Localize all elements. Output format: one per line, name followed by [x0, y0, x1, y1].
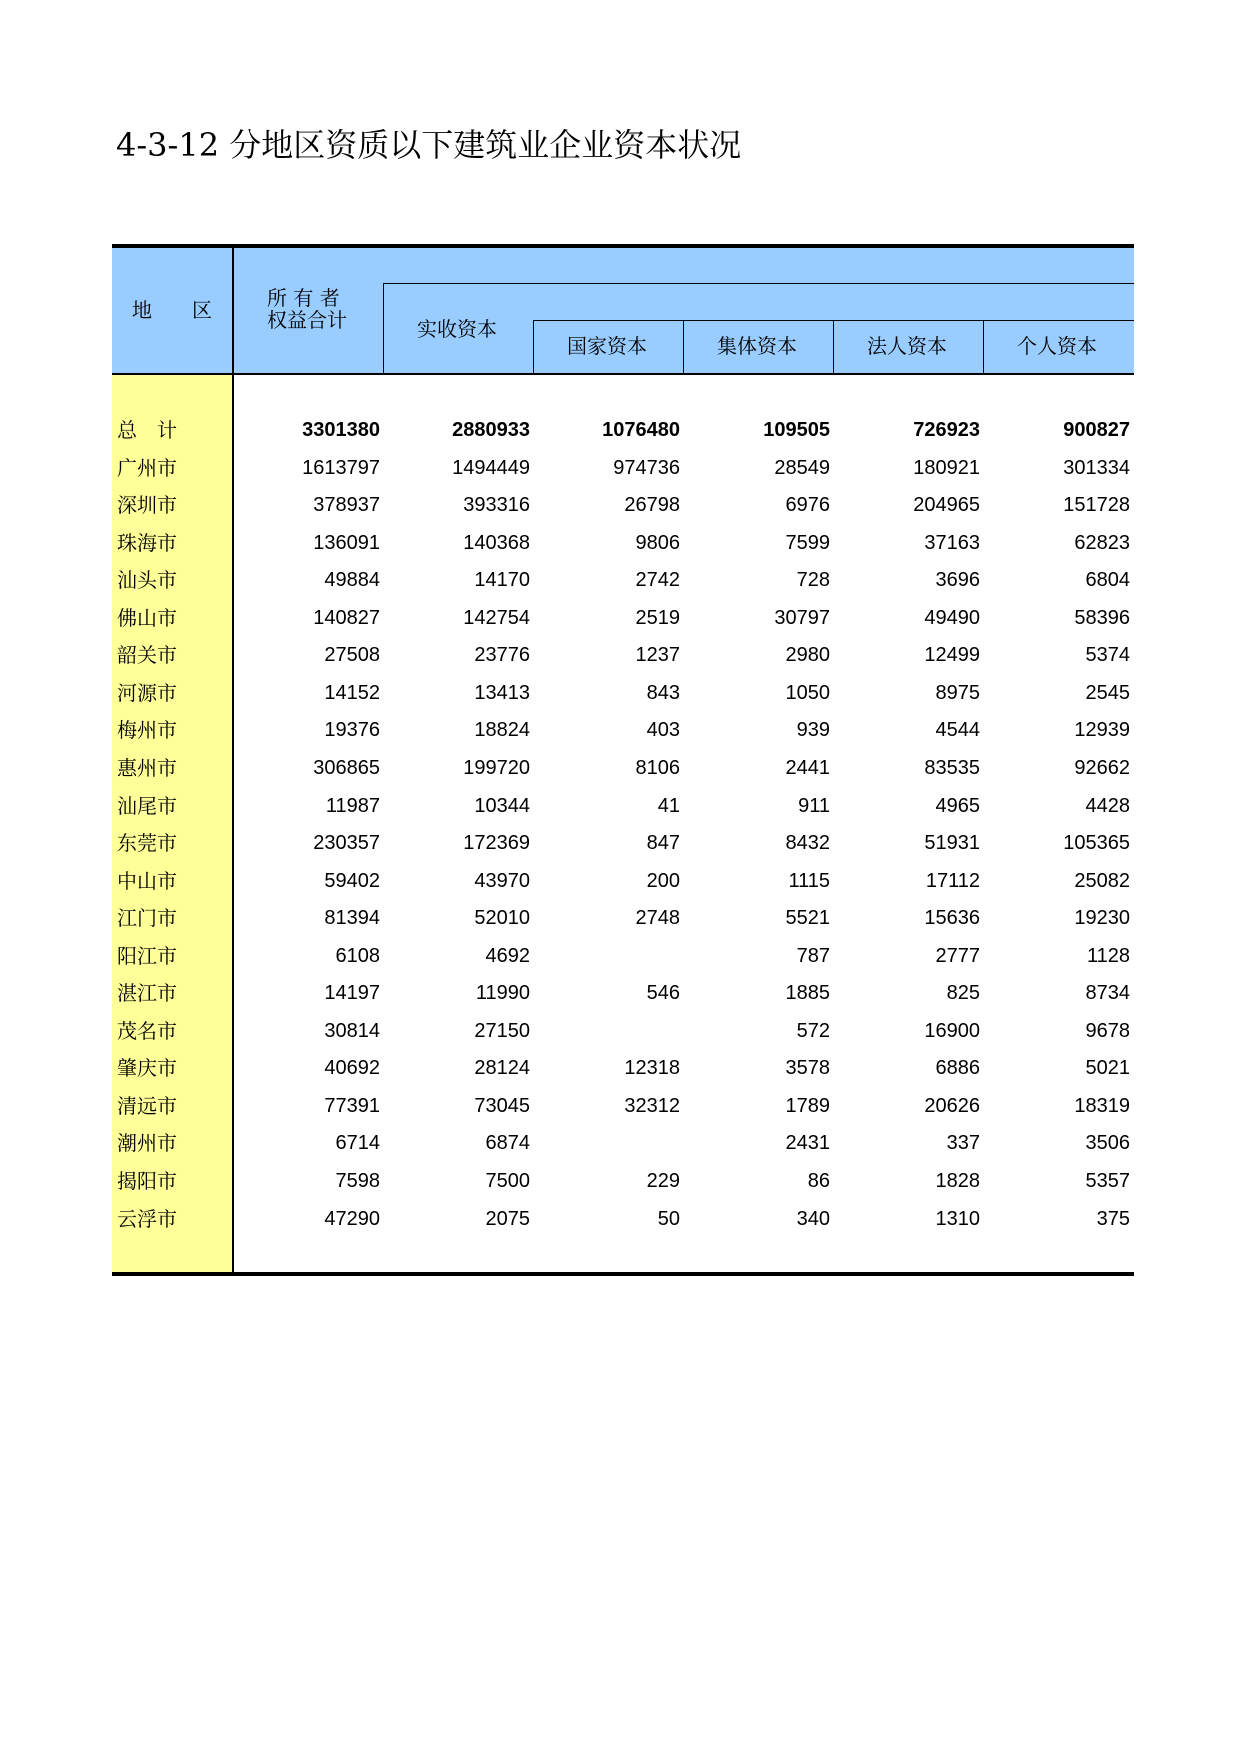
row-region-label: 汕头市 [117, 568, 177, 592]
header-collective-capital: 集体资本 [717, 334, 797, 358]
cell-collective: 728 [796, 569, 830, 591]
cell-collective: 1789 [785, 1095, 830, 1117]
cell-legal-person: 825 [946, 982, 980, 1004]
header-region: 地 区 [132, 298, 212, 322]
cell-equity: 136091 [313, 532, 380, 554]
cell-legal-person: 83535 [924, 757, 980, 779]
cell-individual: 151728 [1063, 494, 1130, 516]
paid-in-column-divider [533, 320, 534, 374]
cell-equity: 40692 [324, 1057, 380, 1079]
row-region-label: 江门市 [117, 906, 177, 930]
cell-legal-person: 51931 [924, 832, 980, 854]
header-bottom-rule [112, 373, 1134, 375]
cell-state: 26798 [624, 494, 680, 516]
cell-state: 1076480 [602, 419, 680, 441]
cell-collective: 30797 [774, 607, 830, 629]
cell-paid-in: 11990 [475, 982, 530, 1004]
cell-individual: 18319 [1074, 1095, 1130, 1117]
cell-paid-in: 14170 [474, 569, 530, 591]
cell-state: 847 [646, 832, 680, 854]
cell-legal-person: 37163 [924, 532, 980, 554]
cell-individual: 19230 [1074, 907, 1130, 929]
state-column-divider [683, 320, 684, 374]
cell-paid-in: 10344 [474, 795, 530, 817]
row-region-label: 梅州市 [117, 718, 177, 742]
cell-legal-person: 3696 [935, 569, 980, 591]
header-equity-line2: 权益合计 [267, 308, 347, 332]
region-column-divider [232, 247, 234, 1273]
cell-individual: 375 [1096, 1208, 1130, 1230]
cell-state: 843 [646, 682, 680, 704]
cell-state: 12318 [624, 1057, 680, 1079]
cell-legal-person: 20626 [924, 1095, 980, 1117]
cell-state: 9806 [635, 532, 680, 554]
cell-collective: 5521 [785, 907, 830, 929]
cell-equity: 11987 [325, 795, 380, 817]
cell-equity: 81394 [324, 907, 380, 929]
cell-paid-in: 142754 [463, 607, 530, 629]
cell-collective: 939 [796, 719, 830, 741]
cell-state: 8106 [635, 757, 680, 779]
header-individual-capital: 个人资本 [1017, 334, 1097, 358]
cell-individual: 62823 [1074, 532, 1130, 554]
cell-state: 2748 [635, 907, 680, 929]
cell-equity: 1613797 [302, 457, 380, 479]
cell-state: 200 [646, 870, 680, 892]
cell-collective: 28549 [774, 457, 830, 479]
cell-paid-in: 7500 [485, 1170, 530, 1192]
page-title: 4-3-12 分地区资质以下建筑业企业资本状况 [116, 126, 742, 164]
cell-state: 2519 [635, 607, 680, 629]
cell-equity: 19376 [324, 719, 380, 741]
cell-legal-person: 726923 [913, 419, 980, 441]
cell-legal-person: 15636 [924, 907, 980, 929]
cell-equity: 3301380 [302, 419, 380, 441]
cell-collective: 3578 [785, 1057, 830, 1079]
row-region-label: 肇庆市 [117, 1056, 177, 1080]
cell-individual: 900827 [1063, 419, 1130, 441]
cell-legal-person: 1828 [935, 1170, 980, 1192]
cell-state: 546 [646, 982, 680, 1004]
cell-legal-person: 16900 [924, 1020, 980, 1042]
cell-equity: 378937 [313, 494, 380, 516]
cell-individual: 12939 [1074, 719, 1130, 741]
cell-state: 32312 [624, 1095, 680, 1117]
cell-collective: 1885 [785, 982, 830, 1004]
table-bottom-rule [112, 1272, 1134, 1276]
cell-paid-in: 43970 [474, 870, 530, 892]
equity-column-divider [383, 283, 384, 374]
row-region-label: 佛山市 [117, 606, 177, 630]
cell-individual: 2545 [1085, 682, 1130, 704]
cell-equity: 77391 [324, 1095, 380, 1117]
cell-legal-person: 180921 [913, 457, 980, 479]
row-region-label: 广州市 [117, 456, 177, 480]
cell-paid-in: 2880933 [452, 419, 530, 441]
cell-collective: 340 [796, 1208, 830, 1230]
cell-paid-in: 140368 [463, 532, 530, 554]
row-region-label: 总计 [117, 418, 197, 442]
cell-individual: 4428 [1085, 795, 1130, 817]
cell-paid-in: 393316 [463, 494, 530, 516]
header-equity-line1: 所 有 者 [267, 286, 340, 310]
cell-legal-person: 1310 [935, 1208, 980, 1230]
cell-paid-in: 172369 [463, 832, 530, 854]
cell-individual: 8734 [1085, 982, 1130, 1004]
row-region-label: 潮州市 [117, 1131, 177, 1155]
cell-legal-person: 12499 [924, 644, 980, 666]
cell-state: 229 [646, 1170, 680, 1192]
cell-paid-in: 13413 [474, 682, 530, 704]
cell-paid-in: 199720 [463, 757, 530, 779]
collective-column-divider [833, 320, 834, 374]
cell-legal-person: 4965 [935, 795, 980, 817]
cell-equity: 14152 [324, 682, 380, 704]
cell-individual: 6804 [1085, 569, 1130, 591]
cell-individual: 92662 [1074, 757, 1130, 779]
cell-equity: 6108 [335, 945, 380, 967]
legal-person-column-divider [983, 320, 984, 374]
cell-collective: 109505 [763, 419, 830, 441]
row-region-label: 揭阳市 [117, 1169, 177, 1193]
cell-paid-in: 4692 [485, 945, 530, 967]
cell-equity: 6714 [335, 1132, 380, 1154]
cell-individual: 9678 [1085, 1020, 1130, 1042]
cell-state: 974736 [613, 457, 680, 479]
cell-collective: 1115 [788, 870, 830, 892]
row-region-label: 珠海市 [117, 531, 177, 555]
cell-paid-in: 23776 [474, 644, 530, 666]
cell-legal-person: 2777 [935, 945, 980, 967]
cell-individual: 5374 [1085, 644, 1130, 666]
row-region-label: 茂名市 [117, 1019, 177, 1043]
header-state-capital: 国家资本 [567, 334, 647, 358]
cell-individual: 25082 [1074, 870, 1130, 892]
cell-paid-in: 52010 [474, 907, 530, 929]
cell-collective: 2431 [785, 1132, 830, 1154]
row-region-label: 湛江市 [117, 981, 177, 1005]
cell-legal-person: 4544 [935, 719, 980, 741]
cell-paid-in: 73045 [474, 1095, 530, 1117]
cell-equity: 306865 [313, 757, 380, 779]
cell-collective: 572 [796, 1020, 830, 1042]
paid-in-group-rule [383, 283, 1134, 284]
cell-equity: 27508 [324, 644, 380, 666]
cell-state: 2742 [635, 569, 680, 591]
row-region-label: 云浮市 [117, 1207, 177, 1231]
cell-equity: 14197 [324, 982, 380, 1004]
cell-equity: 30814 [324, 1020, 380, 1042]
row-region-label: 汕尾市 [117, 794, 177, 818]
row-region-label: 阳江市 [117, 944, 177, 968]
cell-collective: 8432 [785, 832, 830, 854]
cell-state: 403 [646, 719, 680, 741]
cell-collective: 911 [798, 795, 830, 817]
cell-individual: 58396 [1074, 607, 1130, 629]
cell-legal-person: 6886 [935, 1057, 980, 1079]
row-region-label: 中山市 [117, 869, 177, 893]
cell-collective: 7599 [785, 532, 830, 554]
cell-collective: 86 [807, 1170, 830, 1192]
cell-individual: 1128 [1086, 945, 1130, 967]
cell-collective: 6976 [785, 494, 830, 516]
cell-equity: 49884 [324, 569, 380, 591]
row-region-label: 惠州市 [117, 756, 177, 780]
cell-individual: 5357 [1085, 1170, 1130, 1192]
cell-legal-person: 337 [946, 1132, 980, 1154]
cell-equity: 140827 [313, 607, 380, 629]
cell-collective: 1050 [785, 682, 830, 704]
cell-equity: 47290 [324, 1208, 380, 1230]
cell-legal-person: 17112 [925, 870, 980, 892]
cell-state: 41 [657, 795, 680, 817]
row-region-label: 清远市 [117, 1094, 177, 1118]
cell-collective: 787 [796, 945, 830, 967]
table-top-rule [112, 244, 1134, 248]
cell-state: 50 [657, 1208, 680, 1230]
cell-paid-in: 27150 [474, 1020, 530, 1042]
cell-individual: 301334 [1063, 457, 1130, 479]
cell-individual: 5021 [1085, 1057, 1130, 1079]
cell-equity: 59402 [324, 870, 380, 892]
cell-legal-person: 8975 [935, 682, 980, 704]
row-region-label: 东莞市 [117, 831, 177, 855]
cell-equity: 230357 [313, 832, 380, 854]
cell-legal-person: 204965 [913, 494, 980, 516]
cell-paid-in: 6874 [485, 1132, 530, 1154]
cell-individual: 3506 [1085, 1132, 1130, 1154]
row-region-label: 韶关市 [117, 643, 177, 667]
row-region-label: 河源市 [117, 681, 177, 705]
row-region-label: 深圳市 [117, 493, 177, 517]
cell-collective: 2980 [785, 644, 830, 666]
cell-paid-in: 28124 [474, 1057, 530, 1079]
cell-paid-in: 18824 [474, 719, 530, 741]
cell-paid-in: 2075 [485, 1208, 530, 1230]
cell-legal-person: 49490 [924, 607, 980, 629]
cell-individual: 105365 [1063, 832, 1130, 854]
header-legal-person-capital: 法人资本 [867, 334, 947, 358]
cell-state: 1237 [635, 644, 680, 666]
cell-collective: 2441 [785, 757, 830, 779]
cell-paid-in: 1494449 [452, 457, 530, 479]
header-paid-in: 实收资本 [417, 317, 497, 341]
cell-equity: 7598 [335, 1170, 380, 1192]
